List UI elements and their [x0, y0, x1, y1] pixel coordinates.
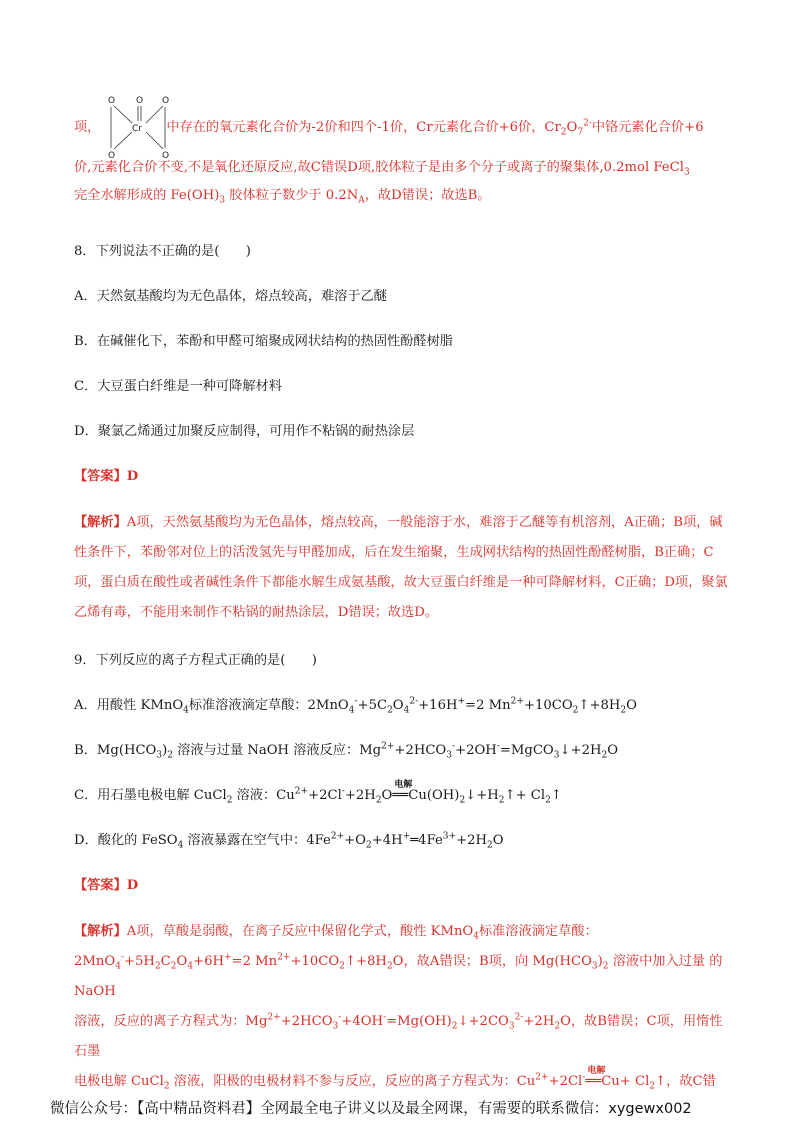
question-9-answer: 【答案】D	[74, 878, 139, 893]
oxygen-atom: O	[108, 151, 116, 160]
chromium-atom: Cr	[132, 124, 142, 134]
oxygen-atom: O	[108, 96, 116, 106]
question-8-option-b: B．在碱催化下，苯酚和甲醛可缩聚成网状结构的热固性酚醛树脂	[74, 334, 453, 349]
question-8-analysis: 【解析】A项，天然氨基酸均为无色晶体，熔点较高，一般能溶于水，难溶于乙醚等有机溶剂，A正确；B项，碱性条件下，苯酚邻对位上的活泼氢先与甲醛加成，后在发生缩聚，生成网状结构的热固性酚醛树脂，B正确；C项，蛋白质在酸性或者碱性条件下都能水解生成氨基酸，故大豆蛋白纤维是一种可降解材料，C正确；D项，聚氯乙烯有毒，不能用来制作不粘锅的耐热涂层，D错误；故选D。	[74, 515, 728, 620]
question-8-option-d: D．聚氯乙烯通过加聚反应制得，可用作不粘锅的耐热涂层	[74, 424, 415, 439]
oxygen-atom: O	[136, 96, 144, 106]
question-8-answer: 【答案】D	[74, 469, 139, 484]
question-8-option-a: A．天然氨基酸均为无色晶体，熔点较高，难溶于乙醚	[74, 289, 387, 304]
oxygen-atom: O	[162, 151, 170, 160]
continued-analysis: 项， 中存在的氧元素化合价为-2价和四个-1价，Cr元素化合价+6价，$Cr_2O_7^{2-}$中铬元素化合价+6 价,元素化合价不变,不是氧化还原反应,故C错误D项,胶体粒子是由多个分子或离子的聚集体,0.2mol FeCl$_3$ 完全水解形成的 $Fe(OH)_3$ 胶体粒子数少于 $0.2N_A$，故D错误；故选B。	[74, 118, 704, 206]
question-8-stem: 8．下列说法不正确的是( )	[74, 244, 251, 259]
page-footer: 微信公众号：【高中精品资料君】全网最全电子讲义以及最全网课，有需要的联系微信：xygewx002	[50, 1101, 692, 1117]
oxygen-atom: O	[162, 96, 170, 106]
question-9-analysis: 【解析】A项，草酸是弱酸，在离子反应中保留化学式，酸性 KMnO$_4$标准溶液滴定草酸： $2MnO_4^-+5H_2C_2O_4+6H^+=2$ $Mn^{2+}+10CO_2↑+8H_2O$，故A错误；B项，向 $Mg(HCO_3)_2$ 溶液中加入过量 的 NaOH 溶液，反应的离子方程式为：$Mg^{2+}+2HCO_3^-+4OH^-=Mg(OH)_2↓+2CO_3^{2-}+2H_2O$，故B错误；C项，用惰性石墨 电极电解 CuCl$_2$ 溶液，阳极的电极材料不参与反应，反应的离子方程式为：$Cu^{2+}+2Cl^-$ 电解 ══Cu+ $Cl_2↑$，故C错	[74, 924, 723, 1092]
question-8-option-c: C．大豆蛋白纤维是一种可降解材料	[74, 379, 282, 394]
question-9-option-b: B．$Mg(HCO_3)_2$ 溶液与过量 NaOH 溶液反应：$Mg^{2+}+2HCO_3^-+2OH^-=MgCO_3↓+2H_2O$	[74, 741, 619, 761]
question-9-option-c: C．用石墨电极电解 CuCl$_2$ 溶液：$Cu^{2+}+2Cl^-+2H_2O$ 电解 $══Cu(OH)_2↓+H_2↑+$ $Cl_2↑$	[74, 780, 562, 806]
question-9-option-a: A．用酸性 KMnO$_4$标准溶液滴定草酸：$2MnO_4^-+5C_2O_4^{2-}+16H^+=2$ $Mn^{2+}+10CO_2↑+8H_2O$	[74, 696, 637, 716]
question-9-option-d: D．酸化的 FeSO$_4$ 溶液暴露在空气中：$4Fe^{2+}+O_2+4H^+═4Fe^{3+}+2H_2O$	[74, 831, 504, 851]
question-9-stem: 9．下列反应的离子方程式正确的是( )	[74, 653, 317, 668]
